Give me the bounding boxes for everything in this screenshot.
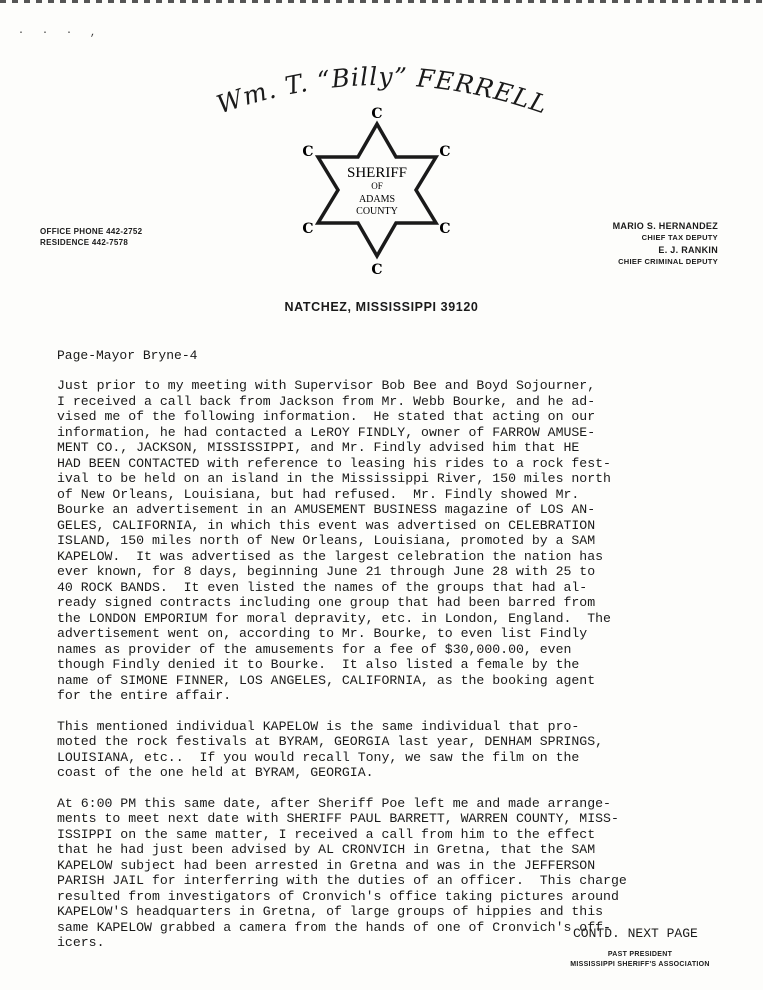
paragraph-2: This mentioned individual KAPELOW is the same individual that pro- moted the rock festivals at BYRAM, GEORGIA last year, DENHAM SPRINGS, LOUISIANA, etc.. If you would recall Tony, we saw the film on the coast of the one held at BYRAM, GEORGIA. xyxy=(57,718,604,780)
footer-affiliation xyxy=(560,950,720,970)
star-point-top: C xyxy=(371,106,383,122)
sheriff-name: Wm. T. “Billy” FERRELL xyxy=(213,61,552,120)
letterhead-location: NATCHEZ, MISSISSIPPI 39120 xyxy=(284,300,479,314)
continued-note: CONTD. NEXT PAGE xyxy=(573,926,698,941)
office-phones xyxy=(40,226,142,248)
deputy1-title: CHIEF TAX DEPUTY xyxy=(641,233,718,242)
deputies-block xyxy=(583,220,718,268)
residence-phone: RESIDENCE 442-7578 xyxy=(40,238,129,247)
footer-association: MISSISSIPPI SHERIFF'S ASSOCIATION xyxy=(570,961,710,968)
paragraph-1: Just prior to my meeting with Supervisor Bob Bee and Boyd Sojourner, I received a call back from Jackson from Mr. Webb Bourke, and he ad- vised me of the following information. He stated that acting on our information, he had contacted a LeROY FINDLY, owner of FARROW AMUSE- MENT CO., JACKSON, MISSISSIPPI, and Mr. Findly advised him that HE HAD BEEN CONTACTED with reference to leasing his rides to a rock fest- ival to be held on an island in the Mississippi River, 150 miles north of New Orleans, Louisiana, but had refused. Mr. Findly showed Mr. Bourke an advertisement in an AMUSEMENT BUSINESS magazine of LOS AN- GELES, CALIFORNIA, in which this event was advertised on CELEBRATION ISLAND, 150 miles north of New Orleans, Louisiana, promoted by a SAM KAPELOW. It was advertised as the largest celebration the nation has ever known, for 8 days, beginning June 21 through June 28 with 25 to 40 ROCK BANDS. It even listed the names of the groups that had al- ready signed contracts including one group that had been barred from the LONDON EMPORIUM for moral depravity, etc. in London, England. The advertisement went on, according to Mr. Bourke, to even list Findly names as provider of the amusements for a fee of $30,000.00, even though Findly denied it to Bourke. It also listed a female by the name of SIMONE FINNER, LOS ANGELES, CALIFORNIA, as the booking agent for the entire affair. xyxy=(57,378,611,703)
page-reference: Page-Mayor Bryne-4 xyxy=(57,348,198,363)
star-point-bottom-right: C xyxy=(439,221,451,237)
star-point-top-left: C xyxy=(302,144,314,160)
scan-specks: · · · , xyxy=(18,28,103,39)
footer-past-president: PAST PRESIDENT xyxy=(607,951,673,958)
deputy2-name: E. J. RANKIN xyxy=(658,245,718,255)
deputy2-title: CHIEF CRIMINAL DEPUTY xyxy=(618,257,718,266)
star-point-bottom-left: C xyxy=(302,221,314,237)
letter-body xyxy=(57,378,697,966)
badge-sheriff: SHERIFF xyxy=(346,165,408,181)
office-phone: OFFICE PHONE 442-2752 xyxy=(40,227,143,236)
badge-adams: ADAMS xyxy=(358,194,396,205)
star-point-top-right: C xyxy=(439,144,451,160)
badge-county: COUNTY xyxy=(356,206,398,217)
deputy1-name: MARIO S. HERNANDEZ xyxy=(612,221,718,231)
star-point-bottom: C xyxy=(371,262,383,278)
paragraph-3: At 6:00 PM this same date, after Sheriff Poe left me and made arrange- ments to meet next date with SHERIFF PAUL BARRETT, WARREN COUNTY, MISS- ISSIPPI on the same matter, I received a call from him to the effect that he had just been advised by AL CRONVICH in Gretna, that the SAM KAPELOW subject had been arrested in Gretna and was in the JEFFERSON PARISH JAIL for interferring with the duties of an officer. This charge resulted from investigators of Cronvich's office taking pictures around KAPELOW'S headquarters in Gretna, of large groups of hippies and this same KAPELOW grabbed a camera from the hands of one of Cronvich's off- icers. xyxy=(57,795,627,950)
sheriff-star-badge xyxy=(292,100,462,280)
badge-of: OF xyxy=(371,181,383,191)
